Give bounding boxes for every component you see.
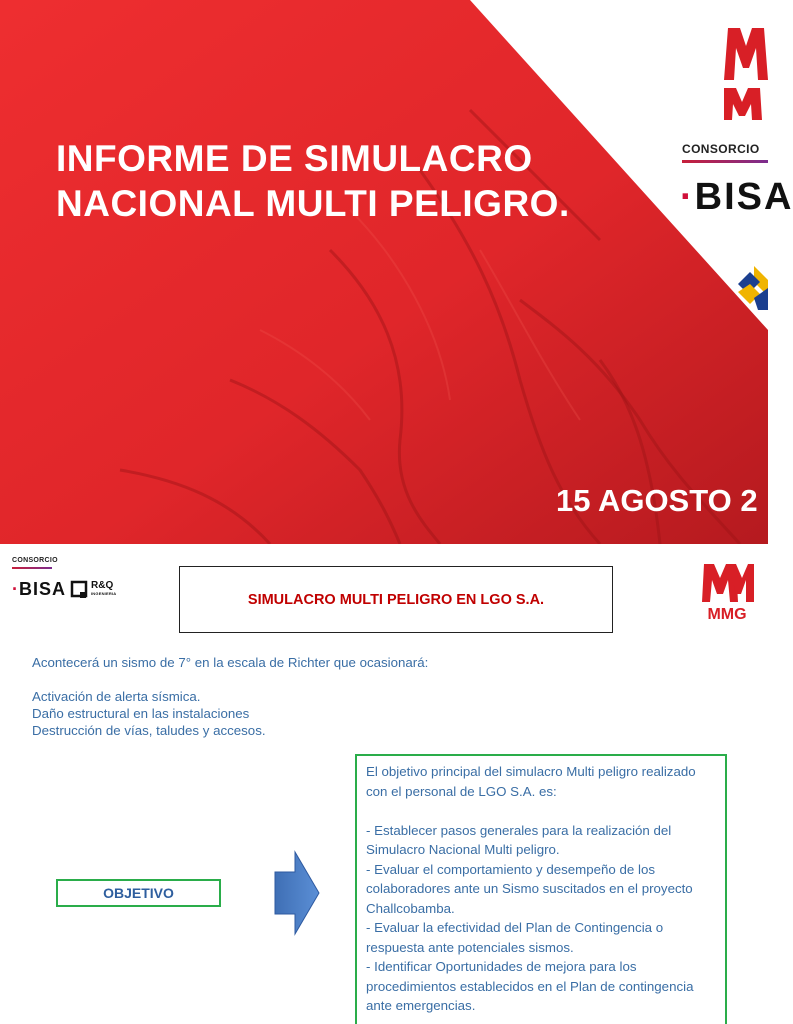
bisa-logo-mark: · bbox=[12, 579, 19, 599]
bisa-logo bbox=[680, 176, 793, 219]
consorcio-underline bbox=[682, 160, 768, 163]
consorcio-label: CONSORCIO bbox=[682, 142, 760, 156]
cover-date: 15 AGOSTO 2 bbox=[556, 483, 758, 518]
mmg-logo-text: MMG bbox=[707, 606, 747, 623]
objective-item: - Establecer pasos generales para la realización del Simulacro Nacional Multi peligro. bbox=[366, 822, 672, 857]
objective-item: - Identificar Oportunidades de mejora para los procedimientos establecidos en el Plan de contingencia ante emergencias. bbox=[366, 959, 694, 1013]
rq-logo bbox=[71, 581, 121, 599]
rq-logo-text: R&Q bbox=[91, 580, 114, 591]
intro-text bbox=[32, 654, 552, 739]
objective-intro: El objetivo principal del simulacro Multi peligro realizado con el personal de LGO S.A. es: bbox=[366, 764, 696, 799]
bisa-logo-text: BISA bbox=[694, 176, 793, 218]
bisa-logo bbox=[12, 579, 66, 600]
intro-item: Daño estructural en las instalaciones bbox=[32, 706, 250, 721]
bisa-logo-mark: · bbox=[680, 176, 695, 218]
mmg-logo bbox=[724, 20, 768, 120]
mmg-logo bbox=[700, 562, 754, 622]
consorcio-label: CONSORCIO bbox=[12, 557, 58, 564]
consorcio-underline bbox=[12, 567, 52, 569]
slide-title-box bbox=[179, 566, 613, 633]
rq-logo-subtext: INGENIERIA bbox=[91, 591, 117, 596]
objetivo-label: OBJETIVO bbox=[103, 885, 174, 901]
rq-logo-icon bbox=[736, 262, 768, 314]
right-arrow-icon bbox=[275, 852, 319, 934]
cover-title: INFORME DE SIMULACRO NACIONAL MULTI PELIGRO. bbox=[56, 138, 570, 224]
bisa-logo-text: BISA bbox=[19, 579, 67, 599]
intro-item: Destrucción de vías, taludes y accesos. bbox=[32, 723, 266, 738]
objective-item: - Evaluar el comportamiento y desempeño de los colaboradores ante un Sismo suscitados en el proyecto Challcobamba. bbox=[366, 861, 693, 916]
objetivo-label-box bbox=[56, 879, 221, 907]
intro-item: Activación de alerta sísmica. bbox=[32, 689, 201, 704]
content-slide bbox=[0, 544, 768, 1024]
intro-line: Acontecerá un sismo de 7° en la escala de Richter que ocasionará: bbox=[32, 655, 429, 670]
rq-logo-icon bbox=[71, 581, 87, 599]
objective-text-box bbox=[355, 754, 727, 1024]
objective-item: - Evaluar la efectividad del Plan de Contingencia o respuesta ante potenciales sismos. bbox=[366, 920, 664, 955]
slide-title: SIMULACRO MULTI PELIGRO EN LGO S.A. bbox=[247, 591, 545, 608]
